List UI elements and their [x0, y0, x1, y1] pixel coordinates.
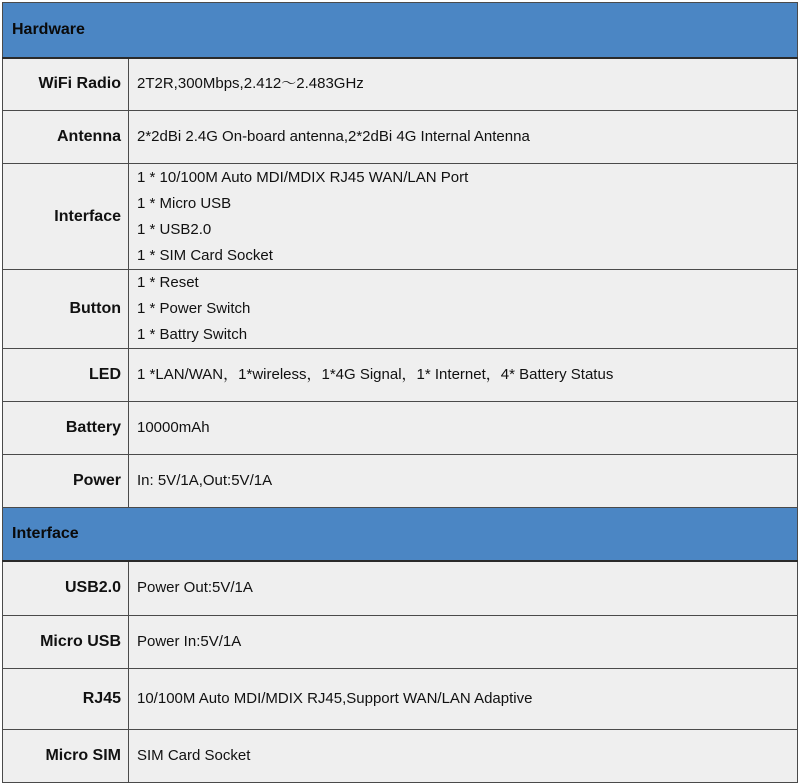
table-row-battery: [3, 402, 798, 455]
row-label: Micro SIM: [3, 730, 129, 783]
spec-table: [2, 2, 798, 783]
value-line: 1 * SIM Card Socket: [137, 246, 273, 264]
value-line: 10/100M Auto MDI/MDIX RJ45,Support WAN/LAN Adaptive: [137, 690, 533, 707]
table-row-micro-usb: [3, 616, 798, 669]
table-row-usb2: [3, 561, 798, 616]
row-value: [129, 402, 798, 455]
value-line: 1 * USB2.0: [137, 220, 212, 238]
table-row-antenna: [3, 111, 798, 164]
row-label: Micro USB: [3, 616, 129, 669]
value-line: SIM Card Socket: [137, 747, 251, 764]
value-line: Power In:5V/1A: [137, 633, 242, 650]
row-value: [129, 349, 798, 402]
table-row-power: [3, 455, 798, 508]
section-title-interface: Interface: [3, 508, 798, 561]
row-value: [129, 561, 798, 616]
value-line: Power Out:5V/1A: [137, 579, 253, 597]
value-line: 1 * Reset: [137, 274, 199, 291]
table-row-interface: [3, 164, 798, 270]
table-row-micro-sim: [3, 730, 798, 783]
row-value: [129, 669, 798, 730]
table-row-rj45: [3, 669, 798, 730]
table-row-wifi-radio: [3, 58, 798, 111]
row-value: [129, 58, 798, 111]
value-line: 2T2R,300Mbps,2.412～2.483GHz: [137, 75, 364, 93]
row-value: [129, 616, 798, 669]
row-value: [129, 111, 798, 164]
row-label: Power: [3, 455, 129, 508]
row-label: Interface: [3, 164, 129, 270]
row-label: LED: [3, 349, 129, 402]
value-line: 1 * Micro USB: [137, 194, 232, 212]
row-label: Antenna: [3, 111, 129, 164]
row-label: USB2.0: [3, 561, 129, 616]
row-value: [129, 455, 798, 508]
section-header-hardware: [3, 3, 798, 58]
row-value: [129, 730, 798, 783]
section-title-hardware: Hardware: [3, 3, 798, 58]
value-line: 1 * Battry Switch: [137, 326, 248, 343]
value-line: 2*2dBi 2.4G On-board antenna,2*2dBi 4G Internal Antenna: [137, 128, 530, 145]
value-line: 1 *LAN/WAN，1*wireless，1*4G Signal，1* Internet，4* Battery Status: [137, 366, 614, 383]
row-label: Battery: [3, 402, 129, 455]
value-line: 1 * Power Switch: [137, 300, 251, 317]
table-row-led: [3, 349, 798, 402]
row-value: [129, 270, 798, 349]
row-label: Button: [3, 270, 129, 349]
row-label: WiFi Radio: [3, 58, 129, 111]
value-line: In: 5V/1A,Out:5V/1A: [137, 472, 273, 489]
value-line: 10000mAh: [137, 419, 210, 436]
table-row-button: [3, 270, 798, 349]
row-label: RJ45: [3, 669, 129, 730]
row-value: [129, 164, 798, 270]
section-header-interface: [3, 508, 798, 561]
value-line: 1 * 10/100M Auto MDI/MDIX RJ45 WAN/LAN Port: [137, 168, 469, 186]
